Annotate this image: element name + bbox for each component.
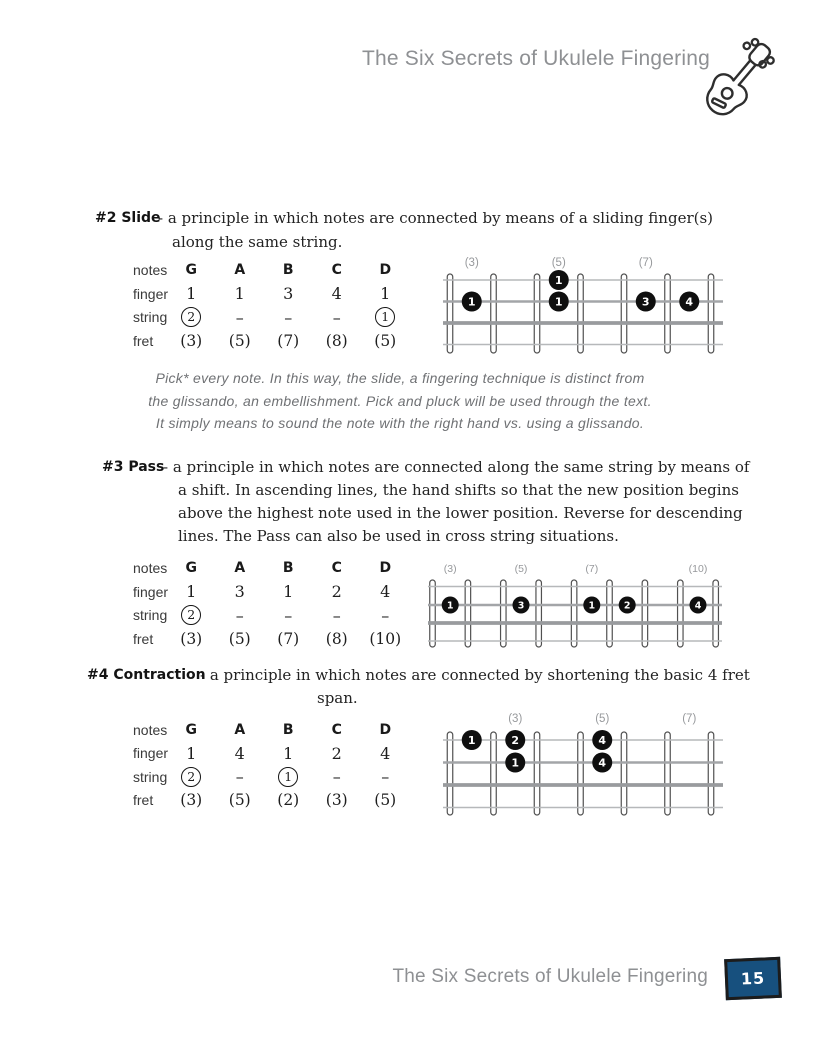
fret-wire (447, 274, 453, 353)
table-cell-string: – (381, 605, 390, 625)
table-cell-notes: G (185, 721, 197, 738)
circled-string-number: 2 (181, 767, 201, 787)
table-cell-string: – (332, 767, 341, 787)
heading-line: - a principle in which notes are connected by means of a sliding finger(s) (158, 209, 714, 227)
table-cell-string: – (332, 605, 341, 625)
fretboard-diagram (428, 560, 722, 657)
fret-wire (536, 580, 542, 647)
table-cell-fret: (3) (180, 629, 203, 648)
finger-dot-number: 1 (467, 295, 476, 309)
finger-dot-number: 3 (517, 600, 525, 612)
table-row-label: notes (133, 262, 168, 279)
fret-position-label: (3) (443, 563, 457, 575)
table-row-label: fret (133, 332, 154, 349)
fretboard-diagram (443, 255, 723, 362)
finger-dot-number: 1 (554, 295, 563, 309)
table-cell-notes: C (331, 560, 342, 577)
table-row-label: notes (133, 560, 168, 577)
circled-string-number: 2 (181, 605, 201, 625)
fret-position-label: (5) (595, 713, 610, 725)
heading-line: above the highest note used in the lower position. Reverse for descending (178, 504, 743, 522)
fret-wire (708, 732, 714, 815)
table-cell-notes: D (379, 262, 392, 279)
table-cell-notes: B (282, 262, 294, 279)
heading-line: - a principle in which notes are connected by shortening the basic 4 fret (200, 666, 750, 684)
table-cell-fret: (5) (228, 791, 251, 810)
fret-wire (678, 580, 684, 647)
table-cell-string: – (284, 307, 293, 327)
table-cell-fret: (3) (180, 331, 203, 350)
fret-position-label: (3) (508, 713, 523, 725)
page-title: The Six Secrets of Ukulele Fingering (361, 47, 710, 70)
table-row-label: finger (133, 285, 169, 302)
table-cell-fret: (3) (325, 791, 348, 810)
table-cell-finger: 1 (186, 284, 197, 304)
table-cell-fret: (5) (374, 791, 397, 810)
technique-note-line: It simply means to sound the note with the right hand vs. using a glissando. (155, 415, 645, 431)
fret-wire (447, 732, 453, 815)
table-cell-notes: D (379, 560, 392, 577)
table-cell-fret: (8) (325, 331, 348, 350)
fret-position-label: (7) (682, 713, 697, 725)
table-cell-fret: (5) (228, 331, 251, 350)
fretboard-diagram (443, 708, 723, 823)
section-heading (0, 664, 816, 710)
section-heading-label: #2 Slide (95, 210, 161, 226)
table-cell-string: – (381, 767, 390, 787)
table-cell-finger: 4 (234, 743, 245, 763)
table-cell-notes: A (234, 560, 246, 577)
fingering-table (133, 718, 410, 812)
table-cell-string (264, 765, 313, 789)
fret-wire (708, 274, 714, 353)
table-cell-string (167, 306, 216, 330)
page-number: 15 (740, 968, 766, 989)
fingering-table (133, 557, 410, 651)
table-cell-fret: (7) (277, 331, 300, 350)
circled-string-number: 1 (278, 767, 298, 787)
heading-line: a shift. In ascending lines, the hand shifts so that the new position begins (178, 481, 739, 499)
table-cell-fret: (8) (325, 629, 348, 648)
table-row-label: string (133, 768, 168, 785)
fret-wire (491, 732, 497, 815)
technique-note (100, 367, 700, 435)
table-cell-string: – (235, 767, 244, 787)
finger-dot-number: 2 (623, 600, 631, 612)
fret-position-label: (5) (514, 563, 528, 575)
table-cell-fret: (5) (228, 629, 251, 648)
table-cell-fret: (10) (369, 629, 402, 648)
table-cell-finger: 3 (234, 582, 245, 602)
heading-line: along the same string. (172, 233, 343, 251)
table-cell-finger: 4 (380, 582, 391, 602)
section-heading (0, 206, 816, 254)
fret-wire (621, 732, 627, 815)
ukulele-icon (692, 34, 776, 138)
fret-wire (713, 580, 719, 647)
circled-string-number: 1 (375, 307, 395, 327)
fret-wire (571, 580, 577, 647)
heading-line: - a principle in which notes are connected along the same string by means of (163, 458, 750, 476)
table-cell-notes: D (379, 721, 392, 738)
finger-dot-number: 3 (641, 295, 650, 309)
section-heading-label: #4 Contraction (87, 667, 206, 683)
table-cell-finger: 2 (331, 582, 342, 602)
finger-dot-number: 1 (554, 273, 563, 287)
table-cell-fret: (5) (374, 331, 397, 350)
fret-wire (642, 580, 648, 647)
table-cell-finger: 1 (186, 743, 197, 763)
table-cell-finger: 3 (283, 284, 294, 304)
table-cell-finger: 1 (186, 582, 197, 602)
table-cell-string (167, 604, 216, 628)
fret-wire (534, 274, 540, 353)
table-cell-finger: 2 (331, 743, 342, 763)
table-row-label: fret (133, 792, 154, 809)
table-cell-notes: B (282, 721, 294, 738)
table-cell-string: – (235, 605, 244, 625)
finger-dot-number: 4 (685, 295, 694, 309)
table-row-label: finger (133, 583, 169, 600)
finger-dot-number: 1 (446, 600, 454, 612)
table-cell-finger: 1 (380, 284, 391, 304)
table-cell-finger: 1 (234, 284, 245, 304)
fret-wire (621, 274, 627, 353)
heading-line: span. (317, 689, 358, 707)
fret-wire (665, 732, 671, 815)
table-cell-string: – (284, 605, 293, 625)
fret-position-label: (7) (585, 563, 599, 575)
table-cell-notes: A (234, 721, 246, 738)
fret-wire (578, 732, 584, 815)
fret-wire (430, 580, 436, 647)
footer-title: The Six Secrets of Ukulele Fingering (392, 966, 708, 987)
table-cell-fret: (2) (277, 791, 300, 810)
finger-dot-number: 2 (511, 733, 520, 747)
technique-note-line: Pick* every note. In this way, the slide, a fingering technique is distinct from (155, 370, 645, 386)
table-cell-finger: 4 (331, 284, 342, 304)
table-cell-notes: G (185, 262, 197, 279)
table-cell-string: – (332, 307, 341, 327)
table-cell-notes: B (282, 560, 294, 577)
page-number-badge (724, 957, 782, 1000)
fret-wire (534, 732, 540, 815)
finger-dot-number: 1 (511, 756, 520, 770)
finger-dot-number: 4 (598, 756, 607, 770)
table-cell-fret: (7) (277, 629, 300, 648)
table-cell-notes: G (185, 560, 197, 577)
fret-position-label: (5) (551, 257, 566, 269)
fret-wire (665, 274, 671, 353)
finger-dot-number: 1 (588, 600, 596, 612)
table-cell-finger: 1 (283, 743, 294, 763)
fret-wire (465, 580, 471, 647)
table-cell-notes: C (331, 262, 342, 279)
fret-wire (501, 580, 507, 647)
table-cell-finger: 1 (283, 582, 294, 602)
heading-line: lines. The Pass can also be used in cross string situations. (178, 527, 619, 545)
fret-position-label: (3) (464, 257, 479, 269)
table-row-label: fret (133, 630, 154, 647)
finger-dot-number: 1 (467, 733, 476, 747)
fret-wire (491, 274, 497, 353)
table-row-label: notes (133, 721, 168, 738)
fret-position-label: (10) (688, 563, 708, 575)
table-row-label: string (133, 309, 168, 326)
table-cell-string (361, 306, 410, 330)
technique-note-line: the glissando, an embellishment. Pick and pluck will be used through the text. (148, 392, 652, 409)
table-cell-string: – (235, 307, 244, 327)
table-row-label: finger (133, 745, 169, 762)
table-cell-finger: 4 (380, 743, 391, 763)
table-cell-fret: (3) (180, 791, 203, 810)
section-heading-label: #3 Pass (102, 459, 165, 475)
fret-wire (607, 580, 613, 647)
table-cell-string (167, 765, 216, 789)
finger-dot-number: 4 (598, 733, 607, 747)
circled-string-number: 2 (181, 307, 201, 327)
section-heading (0, 456, 816, 548)
fret-position-label: (7) (638, 257, 653, 269)
table-row-label: string (133, 607, 168, 624)
finger-dot-number: 4 (694, 600, 702, 612)
fingering-table (133, 259, 410, 353)
table-cell-notes: C (331, 721, 342, 738)
fret-wire (578, 274, 584, 353)
table-cell-notes: A (234, 262, 246, 279)
